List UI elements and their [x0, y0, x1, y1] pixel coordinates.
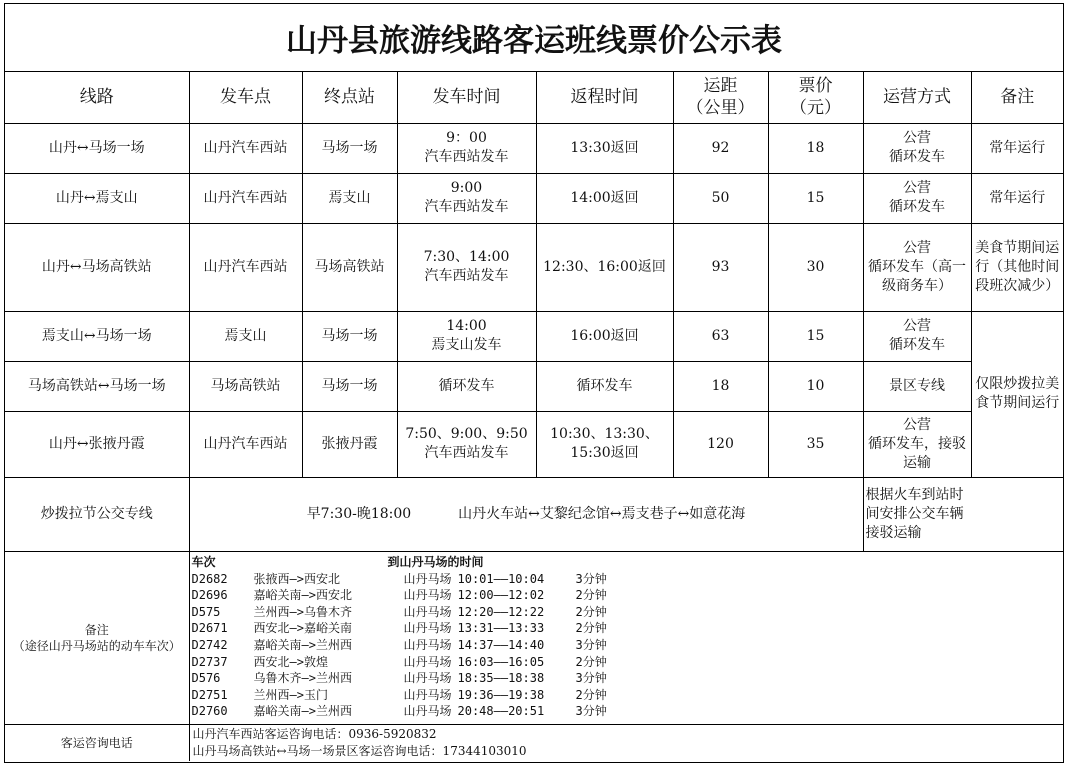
col-train-label: 车次	[191, 555, 216, 569]
festival-line-row	[5, 477, 1063, 551]
train-row	[192, 604, 1064, 621]
header-return-time: 返程时间	[536, 71, 673, 123]
train-time: 20:48——20:51	[457, 704, 545, 719]
page-title: 山丹县旅游线路客运班线票价公示表	[5, 4, 1063, 72]
train-station: 山丹马场	[403, 704, 452, 719]
train-time: 10:01——10:04	[457, 571, 545, 586]
fare-notice-sheet	[4, 3, 1064, 763]
train-row	[192, 654, 1064, 671]
train-time: 12:20——12:22	[457, 604, 545, 619]
train-station: 山丹马场	[403, 588, 452, 603]
train-number: D2751	[191, 687, 228, 702]
return-time-cell: 10:30、13:30、 15:30返回	[536, 411, 673, 477]
return-time-cell: 14:00返回	[536, 173, 673, 223]
mode-cell: 公营 循环发车，接驳运输	[863, 411, 971, 477]
train-list-header	[192, 554, 1064, 571]
train-time: 19:36——19:38	[457, 687, 545, 702]
festival-mode-text: 根据火车到站时间安排公交车辆接驳运输	[865, 486, 964, 541]
distance-cell: 120	[673, 411, 768, 477]
fare-cell: 10	[768, 361, 863, 411]
train-row	[192, 587, 1064, 604]
origin-cell: 山丹汽车西站	[189, 173, 302, 223]
header-depart-time: 发车时间	[397, 71, 536, 123]
remark-cell: 常年运行	[971, 123, 1063, 173]
notes-label: 备注 （途径山丹马场站的动车车次）	[5, 552, 189, 725]
train-station: 山丹马场	[403, 687, 452, 702]
train-time: 16:03——16:05	[457, 654, 545, 669]
train-number: D2671	[191, 621, 228, 636]
fare-cell: 18	[768, 123, 863, 173]
train-number: D576	[191, 671, 221, 686]
train-stop-duration: 3分钟	[575, 571, 607, 586]
train-time: 12:00——12:02	[457, 588, 545, 603]
terminal-cell: 马场一场	[302, 361, 397, 411]
train-row	[192, 620, 1064, 637]
route-cell: 马场高铁站↔马场一场	[5, 361, 189, 411]
train-number: D2760	[191, 704, 228, 719]
table-row	[5, 361, 1063, 411]
contact-label: 客运咨询电话	[5, 725, 189, 762]
table-row	[5, 123, 1063, 173]
train-time: 13:31——13:33	[457, 621, 545, 636]
route-cell: 山丹↔马场高铁站	[5, 223, 189, 311]
train-stop-duration: 3分钟	[575, 671, 607, 686]
train-stop-duration: 2分钟	[575, 687, 607, 702]
header-mode: 运营方式	[863, 71, 971, 123]
fare-cell: 15	[768, 311, 863, 361]
mode-cell: 公营 循环发车	[863, 123, 971, 173]
train-stop-duration: 2分钟	[575, 621, 607, 636]
depart-time-cell: 循环发车	[397, 361, 536, 411]
train-notes-row	[5, 552, 1063, 725]
train-station: 山丹马场	[403, 654, 452, 669]
distance-cell: 93	[673, 223, 768, 311]
train-stop-duration: 3分钟	[575, 704, 607, 719]
train-route: 西安北—>敦煌	[253, 654, 328, 669]
remark-cell: 常年运行	[971, 173, 1063, 223]
header-route: 线路	[5, 71, 189, 123]
origin-cell: 山丹汽车西站	[189, 123, 302, 173]
train-list	[189, 552, 1063, 725]
mode-cell: 公营 循环发车（高一级商务车）	[863, 223, 971, 311]
contact-row	[5, 725, 1063, 762]
depart-time-cell: 9：00 汽车西站发车	[397, 123, 536, 173]
festival-mode-cell	[863, 477, 1063, 551]
train-station: 山丹马场	[403, 604, 452, 619]
festival-schedule-cell	[189, 477, 863, 551]
train-number: D2696	[191, 588, 228, 603]
train-number: D2737	[191, 654, 228, 669]
train-row	[192, 637, 1064, 654]
distance-cell: 63	[673, 311, 768, 361]
train-time: 14:37——14:40	[457, 637, 545, 652]
depart-time-cell: 9:00 汽车西站发车	[397, 173, 536, 223]
distance-cell: 92	[673, 123, 768, 173]
train-row	[192, 670, 1064, 687]
table-row	[5, 411, 1063, 477]
train-route: 兰州西—>乌鲁木齐	[253, 604, 352, 619]
notes-table	[5, 551, 1063, 761]
route-cell: 焉支山↔马场一场	[5, 311, 189, 361]
return-time-cell: 16:00返回	[536, 311, 673, 361]
fare-table	[5, 71, 1063, 552]
terminal-cell: 张掖丹霞	[302, 411, 397, 477]
fare-cell: 30	[768, 223, 863, 311]
terminal-cell: 马场一场	[302, 123, 397, 173]
train-route: 嘉峪关南—>兰州西	[253, 637, 352, 652]
train-station: 山丹马场	[403, 571, 452, 586]
train-route: 兰州西—>玉门	[253, 687, 328, 702]
distance-cell: 18	[673, 361, 768, 411]
header-terminal: 终点站	[302, 71, 397, 123]
depart-time-cell: 14:00 焉支山发车	[397, 311, 536, 361]
train-number: D2682	[191, 571, 228, 586]
origin-cell: 焉支山	[189, 311, 302, 361]
route-cell: 山丹↔马场一场	[5, 123, 189, 173]
origin-cell: 山丹汽车西站	[189, 411, 302, 477]
col-time-label: 到山丹马场的时间	[387, 555, 484, 569]
contact-line: 山丹汽车西站客运咨询电话：0936-5920832	[192, 727, 437, 741]
train-rows	[192, 571, 1064, 720]
terminal-cell: 马场高铁站	[302, 223, 397, 311]
remark-cell: 美食节期间运行（其他时间段班次减少）	[971, 223, 1063, 311]
return-time-cell: 循环发车	[536, 361, 673, 411]
train-route: 西安北—>嘉峪关南	[253, 621, 352, 636]
mode-cell: 公营 循环发车	[863, 173, 971, 223]
terminal-cell: 焉支山	[302, 173, 397, 223]
train-row	[192, 703, 1064, 720]
train-station: 山丹马场	[403, 671, 452, 686]
header-distance: 运距 （公里）	[673, 71, 768, 123]
train-stop-duration: 3分钟	[575, 637, 607, 652]
depart-time-cell: 7:50、9:00、9:50 汽车西站发车	[397, 411, 536, 477]
table-row	[5, 311, 1063, 361]
mode-cell: 公营 循环发车	[863, 311, 971, 361]
fare-cell: 35	[768, 411, 863, 477]
train-row	[192, 687, 1064, 704]
origin-cell: 山丹汽车西站	[189, 223, 302, 311]
train-route: 乌鲁木齐—>兰州西	[253, 671, 352, 686]
depart-time-cell: 7:30、14:00 汽车西站发车	[397, 223, 536, 311]
shared-remark-cell: 仅限炒拨拉美食节期间运行	[971, 311, 1063, 477]
route-cell: 炒拨拉节公交专线	[5, 477, 189, 551]
train-stop-duration: 2分钟	[575, 588, 607, 603]
return-time-cell: 13:30返回	[536, 123, 673, 173]
festival-stops: 山丹火车站↔艾黎纪念馆↔焉支巷子↔如意花海	[458, 505, 746, 522]
train-station: 山丹马场	[403, 621, 452, 636]
header-remark: 备注	[971, 71, 1063, 123]
origin-cell: 马场高铁站	[189, 361, 302, 411]
header-fare: 票价 （元）	[768, 71, 863, 123]
train-route: 张掖西—>西安北	[253, 571, 340, 586]
contact-line: 山丹马场高铁站↔马场一场景区客运咨询电话：17344103010	[192, 744, 527, 758]
train-row	[192, 571, 1064, 588]
train-number: D575	[191, 604, 221, 619]
train-route: 嘉峪关南—>兰州西	[253, 704, 352, 719]
return-time-cell: 12:30、16:00返回	[536, 223, 673, 311]
terminal-cell: 马场一场	[302, 311, 397, 361]
header-origin: 发车点	[189, 71, 302, 123]
train-stop-duration: 2分钟	[575, 604, 607, 619]
train-time: 18:35——18:38	[457, 671, 545, 686]
festival-hours: 早7:30-晚18:00	[306, 505, 412, 522]
train-stop-duration: 2分钟	[575, 654, 607, 669]
route-cell: 山丹↔张掖丹霞	[5, 411, 189, 477]
table-row	[5, 223, 1063, 311]
route-cell: 山丹↔焉支山	[5, 173, 189, 223]
distance-cell: 50	[673, 173, 768, 223]
table-row	[5, 173, 1063, 223]
train-route: 嘉峪关南—>西安北	[253, 588, 352, 603]
fare-cell: 15	[768, 173, 863, 223]
header-row	[5, 71, 1063, 123]
train-station: 山丹马场	[403, 637, 452, 652]
train-number: D2742	[191, 637, 228, 652]
contact-info	[189, 725, 1063, 762]
mode-cell: 景区专线	[863, 361, 971, 411]
